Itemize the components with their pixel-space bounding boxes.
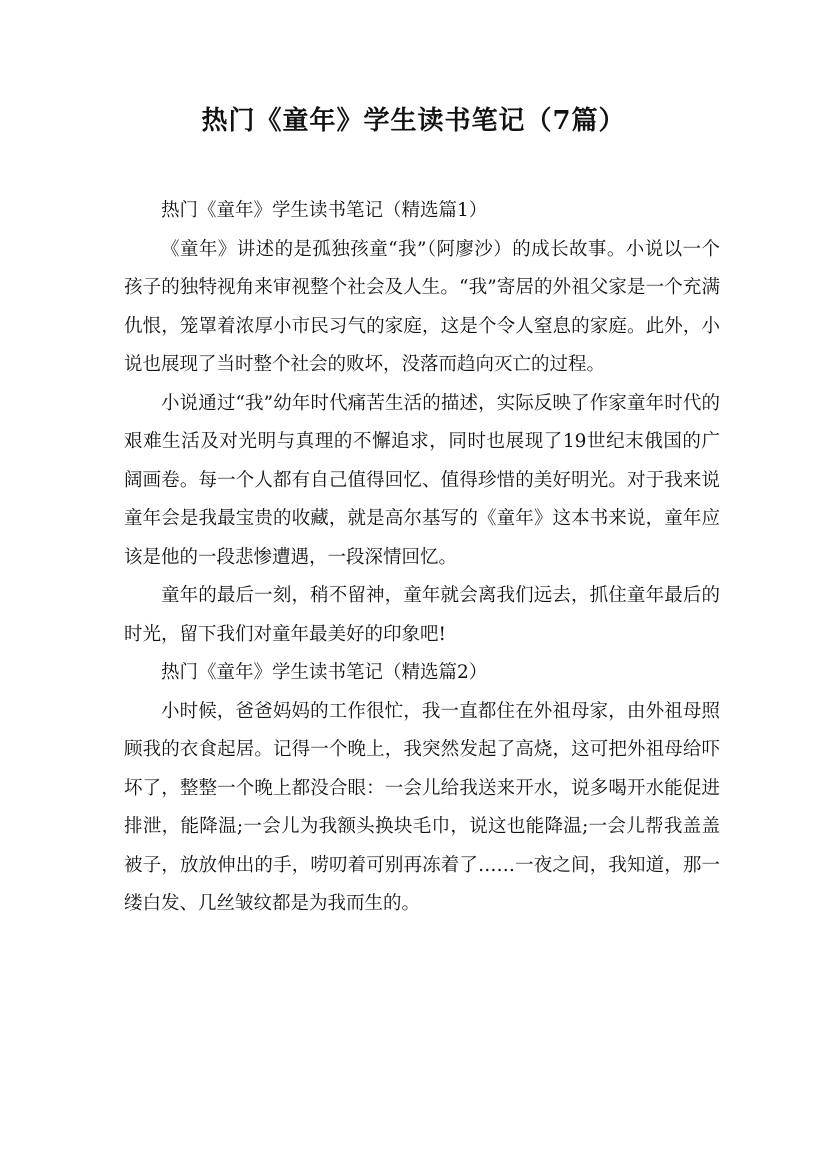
paragraph: 小时候，爸爸妈妈的工作很忙，我一直都住在外祖母家，由外祖母照顾我的衣食起居。记得一个晚上，我突然发起了高烧，这可把外祖母给吓坏了，整整一个晚上都没合眼：一会儿给我送来开水，说多喝开水能促进排泄，能降温;一会儿为我额头换块毛巾，说这也能降温;一会儿帮我盖盖被子，放放伸出的手，唠叨着可别再冻着了……一夜之间，我知道，那一缕白发、几丝皱纹都是为我而生的。: [124, 700, 720, 914]
document-body: [124, 192, 720, 924]
paragraph: 小说通过“我”幼年时代痛苦生活的描述，实际反映了作家童年时代的艰难生活及对光明与真理的不懈追求，同时也展现了19世纪末俄国的广阔画卷。每一个人都有自己值得回忆、值得珍惜的美好明光。对于我来说童年会是我最宝贵的收藏，就是高尔基写的《童年》这本书来说，童年应该是他的一段悲惨遭遇，一段深情回忆。: [124, 392, 720, 568]
section-heading-2: 热门《童年》学生读书笔记（精选篇2）: [161, 662, 488, 683]
paragraph: 《童年》讲述的是孤独孩童“我”（阿廖沙）的成长故事。小说以一个孩子的独特视角来审视整个社会及人生。“我”寄居的外祖父家是一个充满仇恨，笼罩着浓厚小市民习气的家庭，这是个令人窒息的家庭。此外，小说也展现了当时整个社会的败坏，没落而趋向灭亡的过程。: [124, 238, 720, 375]
section-heading-1: 热门《童年》学生读书笔记（精选篇1）: [161, 200, 488, 221]
document-title: 热门《童年》学生读书笔记（7篇）: [201, 106, 626, 136]
paragraph: 童年的最后一刻，稍不留神，童年就会离我们远去，抓住童年最后的时光，留下我们对童年最美好的印象吧!: [124, 585, 720, 645]
